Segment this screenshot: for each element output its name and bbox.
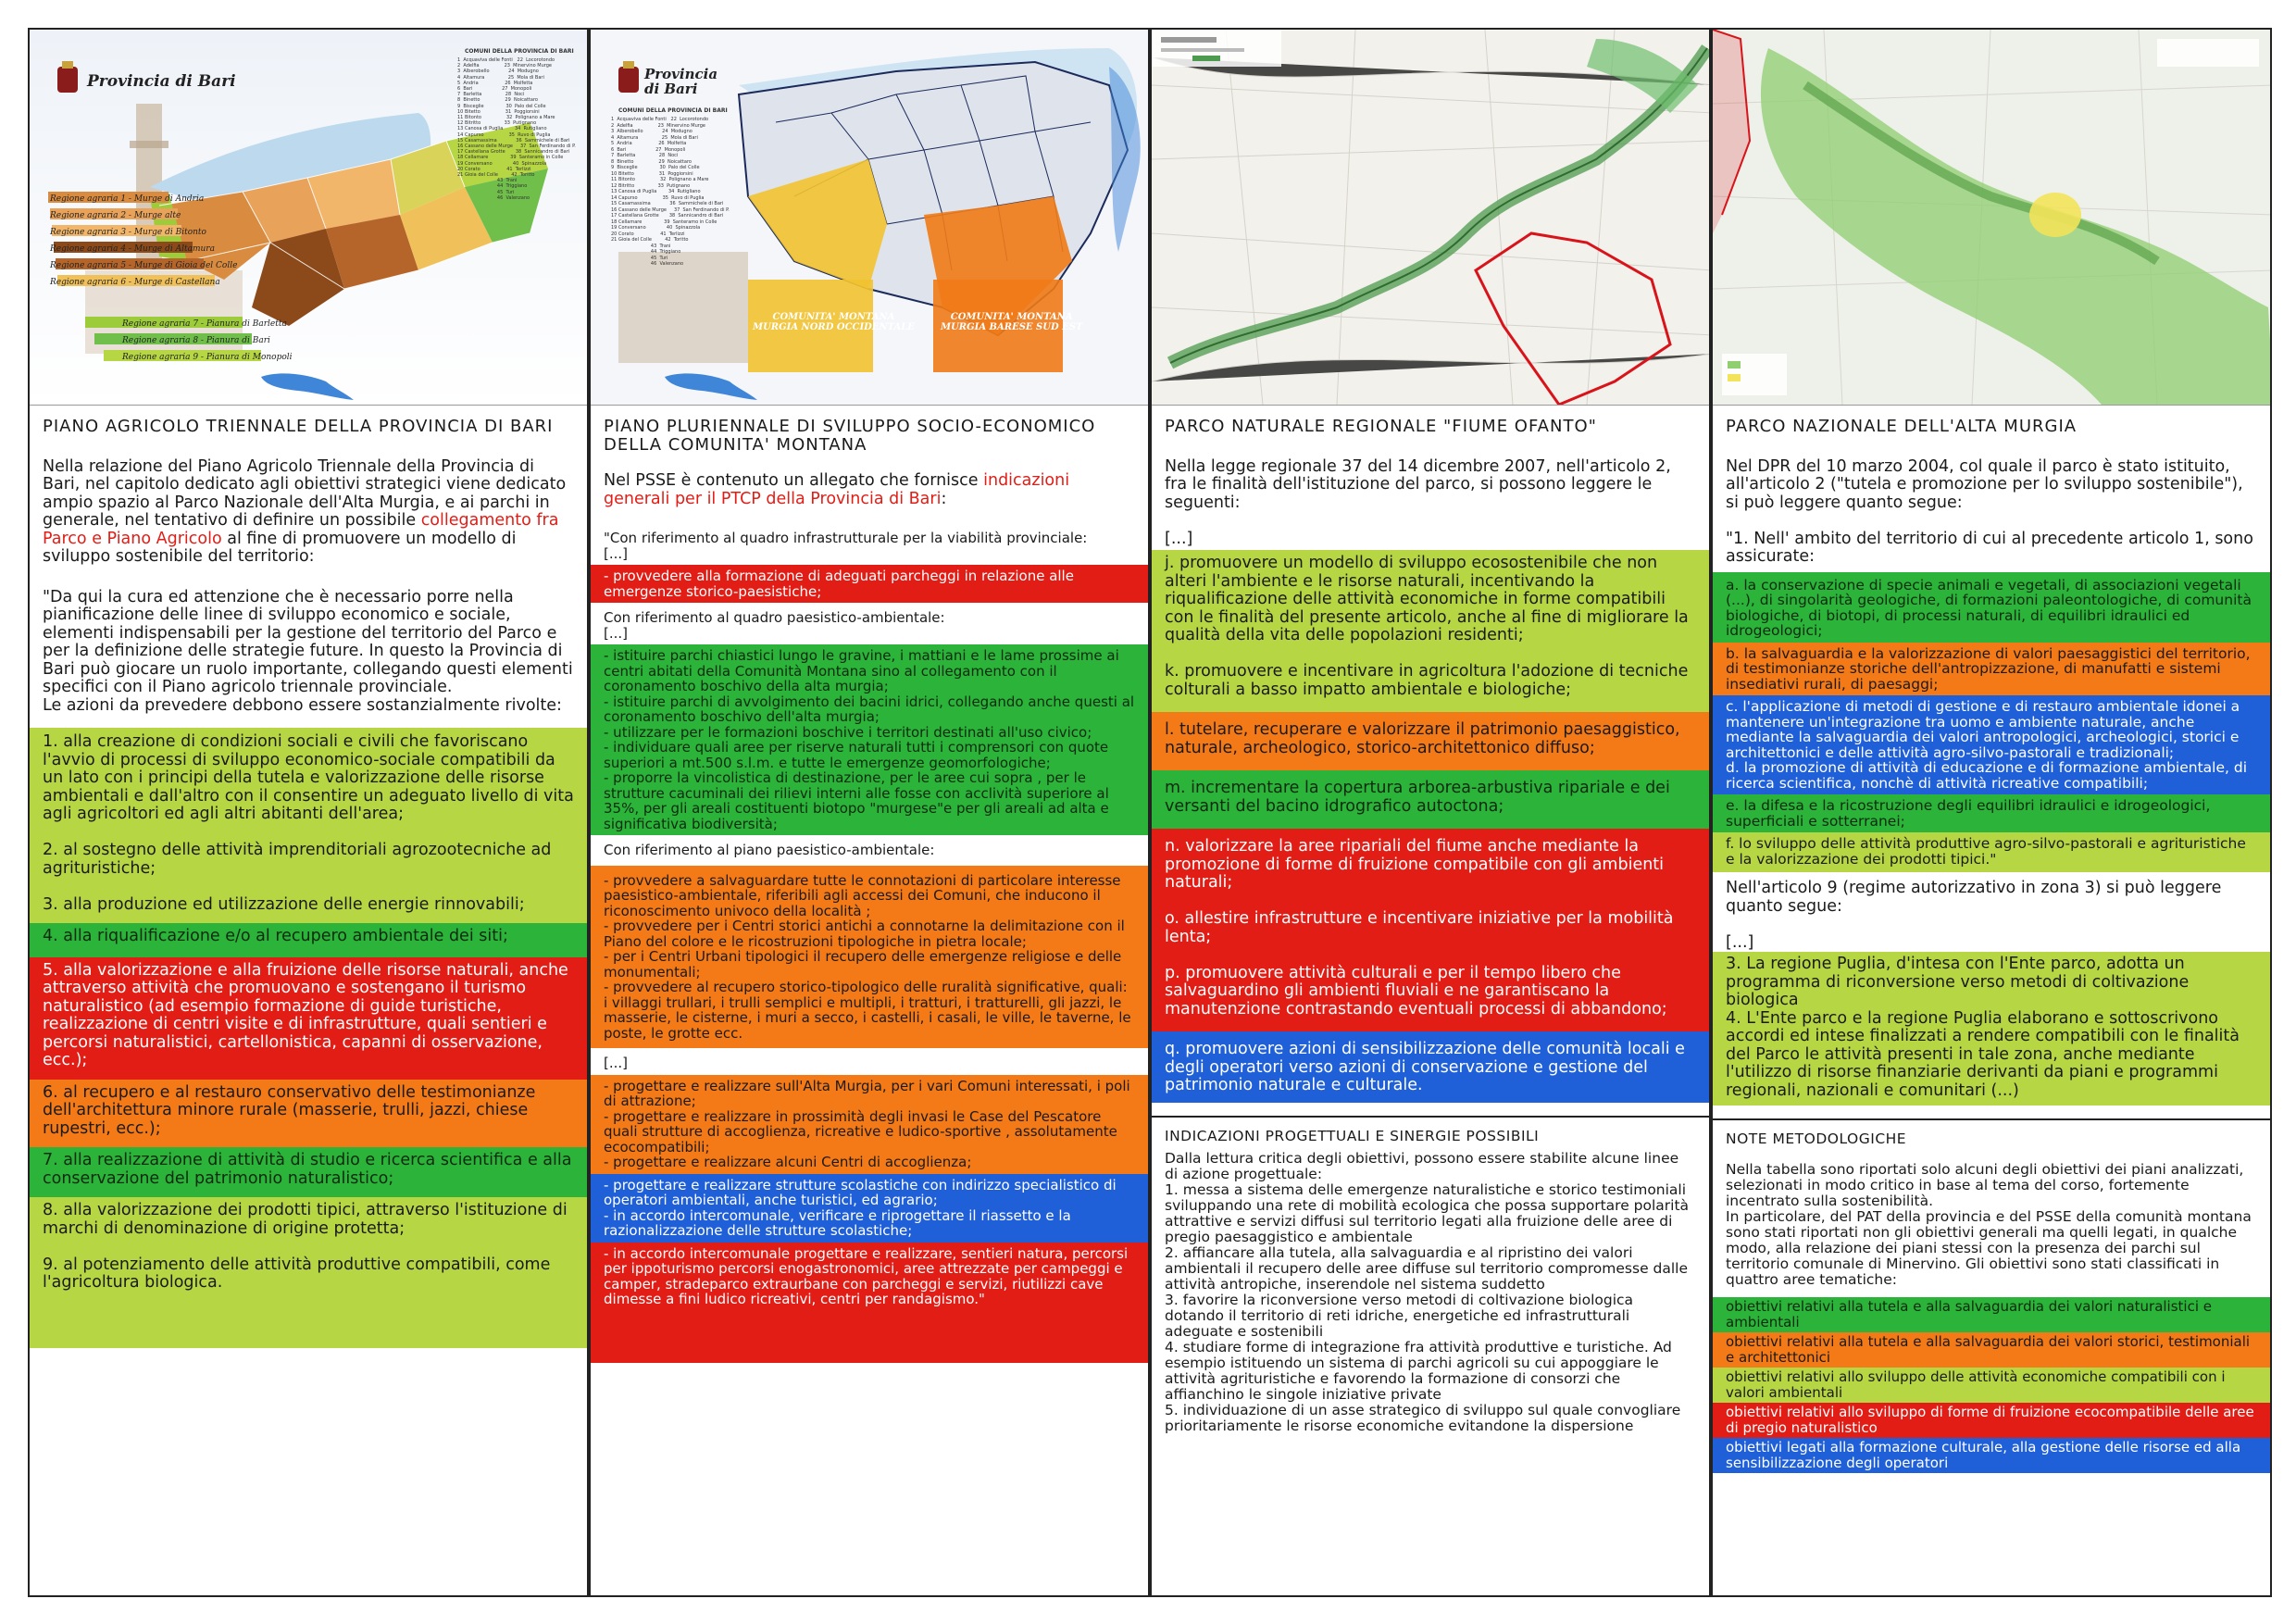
divider — [1152, 1103, 1709, 1118]
legend-regione-3: Regione agraria 3 - Murge di Bitonto — [50, 228, 206, 237]
map-regioni-agrarie — [30, 30, 587, 406]
objective-block-l: l. tutelare, recuperare e valorizzare il patrimonio paesaggistico, naturale, archeologico, storico-architettonico diffuso; — [1152, 712, 1709, 770]
map-parco-ofanto — [1152, 30, 1709, 406]
objective-block-a: a. la conservazione di specie animali e vegetali, di associazioni vegetali (...), di singolarità geologiche, di formazioni paleontologiche, di comunità biologiche, di biotopi, di processi naturali, di equilibri idraulici ed idrogeologici; — [1713, 572, 2270, 643]
legend-regione-8: Regione agraria 8 - Pianura di Bari — [122, 336, 270, 345]
column-piano-pluriennale — [589, 28, 1150, 1597]
column-body — [1713, 405, 2270, 1595]
ofanto-map-graphic — [1152, 30, 1709, 405]
objective-block-scuole: - progettare e realizzare strutture scolastiche con indirizzo specialistico di operatori ambientali, anche turistici, ed agrario; - in accordo intercomunale, verificare e riprogettare il riassetto e la razionalizzazione delle strutture scolastiche; — [591, 1174, 1148, 1243]
column-body — [30, 405, 587, 1595]
map-brand: Provincia di Bari — [87, 72, 236, 91]
objective-block-6: 8. alla valorizzazione dei prodotti tipici, attraverso l'istituzione di marchi di denominazione di origine protetta; 9. al potenziamento delle attività produttive compatibili, come l'agricoltura biologica. — [30, 1197, 587, 1348]
legend-economiche: obiettivi relativi allo sviluppo delle attività economiche compatibili con i valori ambientali — [1713, 1368, 2270, 1403]
legend-regione-6: Regione agraria 6 - Murge di Castellana — [50, 278, 220, 287]
map-brand: Provincia di Bari — [644, 66, 718, 97]
notes-text: Nella tabella sono riportati solo alcuni degli obiettivi dei piani analizzati, selezionati in modo critico in base al tema del corso, fortemente incentrato sulla sostenibilità. In particolare, del PAT della provincia e del PSSE della comunità montana sono stati riportati non gli obiettivi generali ma quelli legati, in qualche modo, alla relazione dei piani stessi con la presenza dei parchi sul territorio comunale di Minervino. Gli obiettivi sono stati classificati in quattro aree tematiche: — [1726, 1160, 2252, 1288]
legend-regione-4: Regione agraria 4 - Murge di Altamura — [50, 244, 215, 254]
objective-block-e: e. la difesa e la ricostruzione degli equilibri idraulici e idrogeologici, superficiali e sotterranei; — [1713, 794, 2270, 832]
legend-storici: obiettivi relativi alla tutela e alla salvaguardia dei valori storici, testimoniali e architettonici — [1713, 1332, 2270, 1368]
map-legend-pianure — [122, 316, 293, 366]
objective-block-1: 1. alla creazione di condizioni sociali e civili che favoriscano l'avvio di processi di sviluppo economico-sociale compatibili da un lato con i principi della tutela e valorizzazione delle risorse ambientali e dall'altro con il consentire un adeguato livello di vita agli agricoltori ed agli altri abitanti dell'area; 2. al sostegno delle attività imprenditoriali agrozootecniche ad agrituristiche; 3. alla produzione ed utilizzazione delle energie rinnovabili; — [30, 728, 587, 923]
label-murgia-sud: COMUNITA' MONTANA MURGIA BARESE SUD EST — [941, 312, 1083, 332]
indicazioni-title: INDICAZIONI PROGETTUALI E SINERGIE POSSIBILI — [1165, 1127, 1540, 1144]
intro-text-end: : — [941, 489, 947, 508]
objective-block-salvaguardia: - provvedere a salvaguardare tutte le connotazioni di particolare interesse paesistico-ambientale, riferibili agli accessi dei Comuni, che inducono il riconoscimento univoco della località ; - provvedere per i Centri storici antichi a connotarne la delimitazione con il Piano del colore e le ricostruzioni tipologiche in pietra locale; - per i Centri Urbani tipologici il recupero delle emergenze religiose e delle monumentali; - provvedere al recupero storico-tipologico delle ruralità significative, quali: i villaggi trullari, i trulli semplici e multipli, i tratturi, i tratturelli, gli jazzi, le masserie, le cisterne, i muri a secco, i castelli, i casali, le ville, le taverne, le poste, le grotte ecc. — [591, 866, 1148, 1049]
objective-block-2: 4. alla riqualificazione e/o al recupero ambientale dei siti; — [30, 923, 587, 957]
comuni-table: 1 Acquaviva delle Fonti 22 Locorotondo 2 Adelfia 23 Minervino Murge 3 Alberobello 24 Modugno 4 Altamura 25 Mola di Bari 5 Andria 26 Molfetta 6 Bari 27 Monopoli 7 Barletta 28 Noci 8 Binetto 29 Noicattaro 9 Bisceglie 30 Palo del Colle 10 Bitetto 31 Poggiorsini 11 Bitonto 32 Polignano a Mare 12 Bitritto 33 Putignano 13 Canosa di Puglia 34 Rutigliano 14 Capurso 35 Ruvo di Puglia 15 Casamassima 36 Sammichele di Bari 16 Cassano delle Murge 37 San Ferdinando di P. 17 Castellana Grotte 38 Sannicandro di Bari 18 Cellamare 39 Santeramo in Colle 19 Conversano 40 Spinazzola 20 Corato 41 Terlizzi 21 Gioia del Colle 42 Toritto 43 Trani 44 Triggiano 45 Turi 46 Valenzano — [457, 57, 576, 201]
intro-paragraph: Nel DPR del 10 marzo 2004, col quale il parco è stato istituito, all'articolo 2 ("tutela e promozione per lo sviluppo sostenibile"), si può leggere quanto segue: "1. Nell' ambito del territorio di cui al precedente articolo 1, sono assicurate: — [1726, 456, 2253, 566]
legend-formazione: obiettivi legati alla formazione culturale, alla gestione delle risorse ed alla sensibilizzazione degli operatori — [1713, 1438, 2270, 1473]
indicazioni-text: Dalla lettura critica degli obiettivi, possono essere stabilite alcune linee di azione progettuale: 1. messa a sistema delle emergenze naturalistiche e storico testimoniali sviluppando una rete di mobilità ecologica che possa supportare polarità attrattive e servizi diffusi sul territorio legati alla fruizione delle aree di pregio paesaggistico e ambientale 2. affiancare alla tutela, alla salvaguardia e al ripristino dei valori ambientali il recupero delle aree diffuse sul territorio compromesse dalle attività antropiche, inserendole nel sistema suddetto 3. favorire la riconversione verso metodi di coltivazione biologica dotando il territorio di reti idriche, energetiche ed infrastrutturali adeguate e sostenibili 4. studiare forme di integrazione fra attività produttive e turistiche. Ad esempio istituendo un sistema di parchi agricoli su cui appoggiare le attività agrituristiche e favorendo la formazione di consorzi che affianchino le singole iniziative private 5. individuazione di un asse strategico di sviluppo sul quale convogliare prioritariamente le risorse economiche evitandone la dispersione — [1165, 1150, 1690, 1434]
comuni-table-title: COMUNI DELLA PROVINCIA DI BARI — [465, 48, 574, 55]
section-title: PIANO AGRICOLO TRIENNALE DELLA PROVINCIA DI BARI — [43, 417, 554, 436]
legend-fruizione: obiettivi relativi allo sviluppo di forme di fruizione ecocompatibile delle aree di pregio naturalistico — [1713, 1403, 2270, 1438]
intro-highlight: collegamento fra Parco e Piano Agricolo — [43, 511, 559, 548]
quote-paragraph: "Da qui la cura ed attenzione che è necessario porre nella pianificazione delle linee di sviluppo economico e sociale, elementi indispensabili per la gestione del territorio del Parco e per la definizione delle strategie future. In questo la Provincia di Bari può giocare un ruolo importante, collegando questi elementi specifici con il Piano agricolo triennale provinciale. Le azioni da prevedere debbono essere sostanzialmente rivolte: — [43, 587, 573, 715]
intro-paragraph — [30, 442, 587, 572]
objective-block-j-k: j. promuovere un modello di sviluppo ecosostenibile che non alteri l'ambiente e le risorse naturali, incentivando la riqualificazione delle attività economiche in forme compatibili con le finalità del presente articolo, anche al fine di migliorare la qualità della vita delle popolazioni residenti; k. promuovere e incentivare in agricoltura l'adozione di tecniche colturali a basso impatto ambientale e biologiche; — [1152, 550, 1709, 712]
comuni-table: 1 Acquaviva delle Fonti 22 Locorotondo 2 Adelfia 23 Minervino Murge 3 Alberobello 24 Modugno 4 Altamura 25 Mola di Bari 5 Andria 26 Molfetta 6 Bari 27 Monopoli 7 Barletta 28 Noci 8 Binetto 29 Noicattaro 9 Bisceglie 30 Palo del Colle 10 Bitetto 31 Poggiorsini 11 Bitonto 32 Polignano a Mare 12 Bitritto 33 Putignano 13 Canosa di Puglia 34 Rutigliano 14 Capurso 35 Ruvo di Puglia 15 Casamassima 36 Sammichele di Bari 16 Cassano delle Murge 37 San Ferdinando di P. 17 Castellana Grotte 38 Sannicandro di Bari 18 Cellamare 39 Santeramo in Colle 19 Conversano 40 Spinazzola 20 Corato 41 Terlizzi 21 Gioia del Colle 42 Toritto 43 Trani 44 Triggiano 45 Turi 46 Valenzano — [611, 117, 730, 267]
legend-regione-1: Regione agraria 1 - Murge di Andria — [50, 194, 205, 204]
divider — [1713, 1106, 2270, 1120]
heading-piano: Con riferimento al piano paesistico-ambientale: — [604, 842, 935, 858]
label-murgia-nord: COMUNITA' MONTANA MURGIA NORD OCCIDENTALE — [753, 312, 915, 332]
column-body — [1152, 405, 1709, 1595]
column-piano-agricolo — [28, 28, 589, 1597]
objective-block-q: q. promuovere azioni di sensibilizzazione delle comunità locali e degli operatori verso azioni di conservazione e gestione del patrimonio naturale e culturale. — [1152, 1031, 1709, 1103]
objective-block-f: f. lo sviluppo delle attività produttive agro-silvo-pastorali e agrituristiche e la valorizzazione dei prodotti tipici." — [1713, 832, 2270, 872]
objective-block-parchi: - istituire parchi chiastici lungo le gravine, i mattiani e le lame prossime ai centri abitati della Comunità Montana sino al collegamento con il coronamento boschivo della alta murgia; - istituire parchi di avvolgimento dei bacini idrici, collegando anche questi al coronamento boschivo dell'alta murgia; - utilizzare per le formazioni boschive i territori destinati all'uso civico; - individuare quali aree per riserve naturali tutti i comprensori con quote superiori a mt.500 s.l.m. e tutte le emergenze geomorfologiche; - proporre la vincolistica di destinazione, per le aree cui sopra , per le strutture cacuminali dei rilievi interni alle fosse con acclività superiore al 35%, per gli areali costituenti biotopo "murgese"e per gli areali ad alta e significativa biodiversità; — [591, 644, 1148, 835]
map-alta-murgia — [1713, 30, 2270, 406]
legend-naturalistici: obiettivi relativi alla tutela e alla salvaguardia dei valori naturalistici e ambientali — [1713, 1297, 2270, 1332]
objective-block-poli: - progettare e realizzare sull'Alta Murgia, per i vari Comuni interessati, i poli di attrazione; - progettare e realizzare in prossimità degli invasi le Case del Pescatore quali strutture di accoglienza, ricreative e ludico-sportive , assolutamente ecocompatibili; - progettare e realizzare alcuni Centri di accoglienza; — [591, 1075, 1148, 1174]
article-9-intro: Nell'articolo 9 (regime autorizzativo in zona 3) si può leggere quanto segue: [...] — [1726, 879, 2222, 952]
objective-block-parcheggi: - provvedere alla formazione di adeguati parcheggi in relazione alle emergenze storico-paesistiche; — [591, 565, 1148, 603]
murgia-map-graphic — [1713, 30, 2270, 405]
ellipsis: [...] — [604, 1055, 629, 1071]
objective-block-b: b. la salvaguardia e la valorizzazione di valori paesaggistici del territorio, di testimonianze storiche dell'antropizzazione, di manufatti e sistemi insediativi rurali, di paesaggi; — [1713, 643, 2270, 696]
map-comunita-montana — [591, 30, 1148, 406]
intro-text: Nel PSSE è contenuto un allegato che fornisce — [604, 471, 984, 490]
objective-block-c-d: c. l'applicazione di metodi di gestione e di restauro ambientale idonei a mantenere un'integrazione tra uomo e ambiente naturale, anche mediante la salvaguardia dei valori antropologici, archeologici, storici e architettonici e delle attività agro-silvo-pastorali e tradizionali; d. la promozione di attività di educazione e di formazione ambientale, di ricerca scientifica, nonchè di attività ricreative compatibili; — [1713, 695, 2270, 794]
intro-paragraph — [591, 459, 1148, 514]
intro-highlight: indicazioni generali per il PTCP della Provincia di Bari — [604, 471, 1070, 508]
objective-block-sentieri: - in accordo intercomunale progettare e realizzare, sentieri natura, percorsi per ippoturismo percorsi enogastronomici, aree attrezzate per campeggi e camper, stradeparco extraurbane con parcheggi e servizi, riutilizzi cave dimesse a fini ludico ricreativi, centri per randagismo." — [591, 1243, 1148, 1363]
column-parco-alta-murgia — [1711, 28, 2272, 1597]
quote-intro: "Con riferimento al quadro infrastrutturale per la viabilità provinciale: [...] — [604, 530, 1088, 562]
intro-paragraph: Nella legge regionale 37 del 14 dicembre 2007, nell'articolo 2, fra le finalità dell'istituzione del parco, si possono leggere le seguenti: [...] — [1165, 456, 1671, 548]
legend-regione-5: Regione agraria 5 - Murge di Gioia del Colle — [50, 261, 238, 270]
column-body — [591, 405, 1148, 1595]
objective-block-3: 5. alla valorizzazione e alla fruizione delle risorse naturali, anche attraverso attività che promuovano e sostengano il turismo naturalistico (ad esempio formazione di guide turistiche, realizzazione di centri visite e di infrastrutture, quali sentieri e percorsi naturalistici, cartellonistica, capanni di osservazione, ecc.); — [30, 957, 587, 1080]
map-legend-regioni — [50, 191, 237, 291]
comuni-table-title: COMUNI DELLA PROVINCIA DI BARI — [618, 107, 728, 114]
legend-regione-9: Regione agraria 9 - Pianura di Monopoli — [122, 353, 293, 362]
objective-block-m: m. incrementare la copertura arborea-arbustiva ripariale e dei versanti del bacino idrografico autoctona; — [1152, 770, 1709, 829]
legend-regione-7: Regione agraria 7 - Pianura di Barletta — [122, 319, 287, 329]
legend-regione-2: Regione agraria 2 - Murge alte — [50, 211, 181, 220]
intro-text-end: al fine di promuovere un modello di sviluppo sostenibile del territorio: — [43, 529, 517, 566]
notes-title: NOTE METODOLOGICHE — [1726, 1131, 1907, 1147]
column-parco-ofanto — [1150, 28, 1711, 1597]
objective-block-art9: 3. La regione Puglia, d'intesa con l'Ente parco, adotta un programma di riconversione verso metodi di coltivazione biologica 4. L'Ente parco e la regione Puglia elaborano e sottoscrivono accordi ed intese finalizzati a rendere compatibili con le finalità del Parco le attività presenti in tale zona, anche mediante l'utilizzo di risorse finanziarie derivanti da piani e programmi regionali, nazionali e comunitari (...) — [1713, 952, 2270, 1106]
section-title: PIANO PLURIENNALE DI SVILUPPO SOCIO-ECONOMICO DELLA COMUNITA' MONTANA — [604, 417, 1096, 455]
objective-block-5: 7. alla realizzazione di attività di studio e ricerca scientifica e alla conservazione del patrimonio naturalistico; — [30, 1147, 587, 1197]
objective-block-4: 6. al recupero e al restauro conservativo delle testimonianze dell'architettura minore rurale (masserie, trulli, jazzi, chiese rupestri, ecc.); — [30, 1080, 587, 1148]
section-title: PARCO NATURALE REGIONALE "FIUME OFANTO" — [1165, 417, 1597, 436]
intro-text: Nella relazione del Piano Agricolo Triennale della Provincia di Bari, nel capitolo dedicato agli obiettivi strategici viene dedicato ampio spazio al Parco Nazionale dell'Alta Murgia, e ai parchi in generale, nel tentativo di definire un possibile — [43, 456, 567, 530]
objective-block-n-p: n. valorizzare la aree ripariali del fiume anche mediante la promozione di forme di fruizione compatibile con gli ambienti naturali; o. allestire infrastrutture e incentivare iniziative per la mobilità lenta; p. promuovere attività culturali e per il tempo libero che salvaguardino gli ambienti fluviali e ne garantiscano la manutenzione contrastando eventuali processi di abbandono; — [1152, 829, 1709, 1031]
section-title: PARCO NAZIONALE DELL'ALTA MURGIA — [1726, 417, 2078, 436]
heading-paesistico: Con riferimento al quadro paesistico-ambientale: [...] — [604, 609, 945, 642]
